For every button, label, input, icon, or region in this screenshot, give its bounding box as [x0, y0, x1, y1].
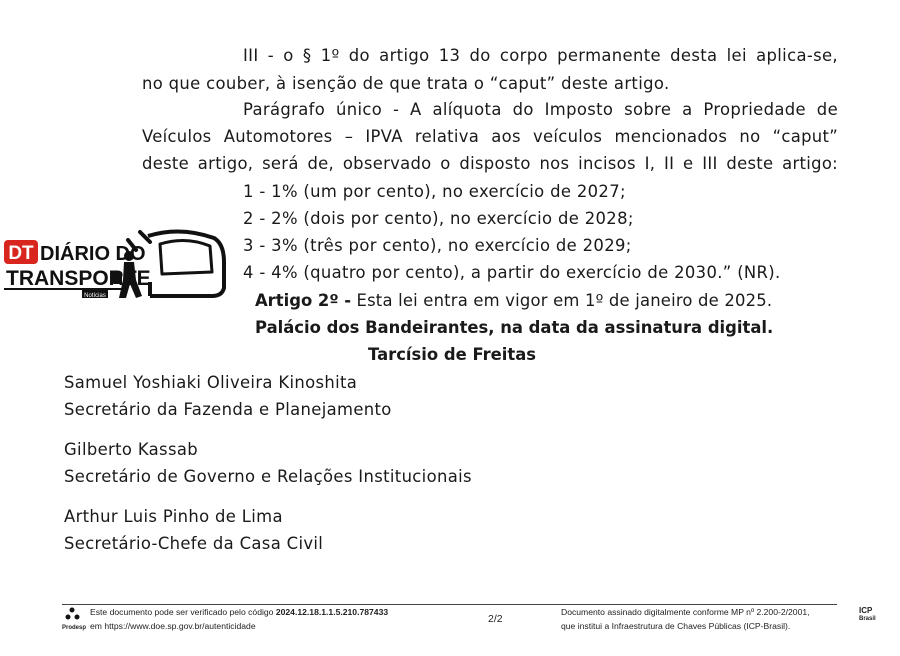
footer-divider — [62, 604, 837, 605]
verify-prefix: Este documento pode ser verificado pelo código — [90, 607, 274, 617]
artigo-2-text: Esta lei entra em vigor em 1º de janeiro de 2025. — [356, 291, 773, 310]
verify-line — [90, 606, 388, 618]
signatory-1-name: Samuel Yoshiaki Oliveira Kinoshita — [64, 373, 358, 392]
logo-dt-text: DT — [8, 243, 34, 264]
logo-graphic — [0, 222, 232, 304]
paragrafo-line-1 — [243, 100, 838, 120]
signatory-1-role: Secretário da Fazenda e Planejamento — [64, 400, 392, 419]
inciso-3-line-1 — [243, 46, 838, 66]
paragrafo-line-2: Veículos Automotores – IPVA relativa aos veículos mencionados no “caput” — [142, 127, 838, 146]
verify-code: 2024.12.18.1.1.5.210.787433 — [275, 607, 389, 617]
paragrafo-text-1: Parágrafo único - A alíquota do Imposto sobre a Propriedade de — [243, 100, 838, 119]
artigo-2-label: Artigo 2º - — [255, 291, 352, 310]
bus-icon — [148, 231, 224, 296]
item-4: 4 - 4% (quatro por cento), a partir do exercício de 2030.” (NR). — [243, 263, 781, 282]
palacio-line: Palácio dos Bandeirantes, na data da assinatura digital. — [255, 318, 774, 337]
diario-do-transporte-logo — [0, 222, 232, 304]
artigo-2 — [255, 291, 772, 311]
signed-line-1: Documento assinado digitalmente conforme MP nº 2.200-2/2001, — [561, 607, 810, 617]
page-number: 2/2 — [488, 613, 503, 625]
logo-line2-text: TRANSPORTE — [6, 267, 151, 290]
inciso-3-text-1: III - o § 1º do artigo 13 do corpo permanente desta lei aplica-se, — [243, 46, 838, 65]
prodesp-logo-icon — [64, 607, 86, 621]
item-3: 3 - 3% (três por cento), no exercício de 2029; — [243, 236, 632, 255]
signatory-3-name: Arthur Luis Pinho de Lima — [64, 507, 283, 526]
signatory-2-role: Secretário de Governo e Relações Institucionais — [64, 467, 472, 486]
logo-tag-text: Notícias — [84, 293, 106, 299]
inciso-3-line-2: no que couber, à isenção de que trata o “caput” deste artigo. — [142, 74, 670, 93]
signatory-2-name: Gilberto Kassab — [64, 440, 198, 459]
signed-line-2: que institui a Infraestrutura de Chaves Públicas (ICP-Brasil). — [561, 621, 791, 631]
signatory-3-role: Secretário-Chefe da Casa Civil — [64, 534, 324, 553]
prodesp-label: Prodesp — [62, 625, 87, 631]
item-1: 1 - 1% (um por cento), no exercício de 2027; — [243, 182, 626, 201]
logo-line1-text: DIÁRIO DO — [40, 243, 146, 265]
governador-name: Tarcísio de Freitas — [368, 345, 537, 364]
paragrafo-line-3: deste artigo, será de, observado o disposto nos incisos I, II e III deste artigo: — [142, 154, 838, 173]
item-2: 2 - 2% (dois por cento), no exercício de 2028; — [243, 209, 634, 228]
brasil-text: Brasil — [859, 616, 876, 622]
icp-text: ICP — [859, 606, 873, 615]
icp-brasil-logo — [859, 606, 876, 624]
verify-url[interactable]: em https://www.doe.sp.gov.br/autenticidade — [90, 621, 256, 631]
